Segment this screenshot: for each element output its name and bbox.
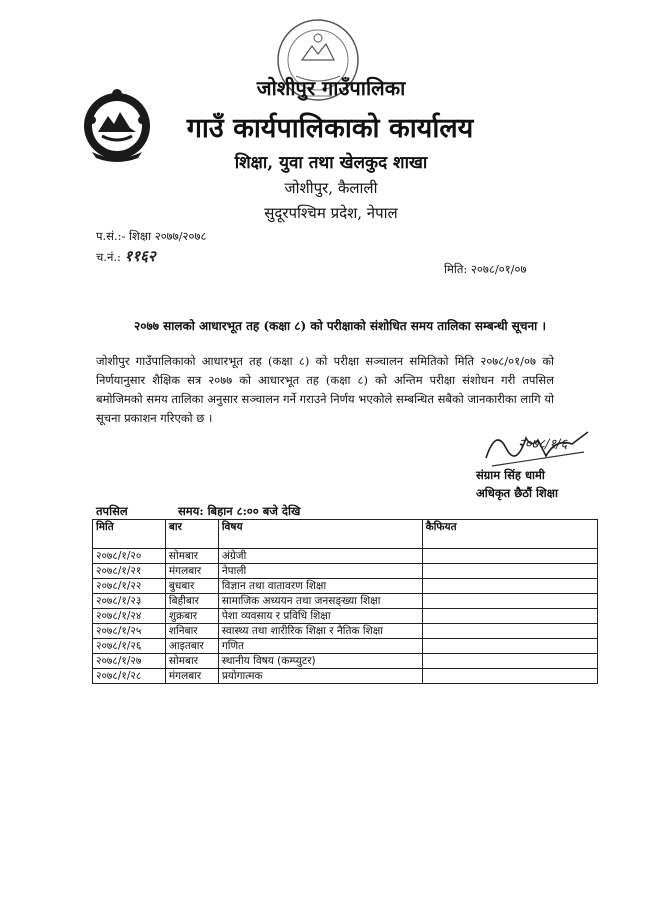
- column-header-date: मिति: [93, 520, 166, 549]
- column-header-remarks: कैफियत: [422, 520, 597, 549]
- address-line-2: सुदूरपश्चिम प्रदेश, नेपाल: [264, 204, 398, 222]
- cell-subject: नेपाली: [218, 564, 422, 579]
- cell-date: २०७८/१/२३: [93, 594, 166, 609]
- cell-remark: [422, 654, 597, 669]
- cell-day: बुधबार: [165, 579, 218, 594]
- cell-day: बिहीबार: [165, 594, 218, 609]
- address-line-1: जोशीपुर, कैलाली: [284, 179, 378, 197]
- table-row: [93, 624, 598, 639]
- cell-day: सोमबार: [165, 549, 218, 564]
- signatory-name: संग्राम सिंह धामी: [476, 468, 545, 482]
- letter-reference-number: प.सं.:- शिक्षा २०७७/२०७८: [96, 229, 207, 243]
- cell-subject: सामाजिक अध्ययन तथा जनसङ्ख्या शिक्षा: [218, 594, 422, 609]
- table-row: [93, 579, 598, 594]
- cell-remark: [422, 564, 597, 579]
- column-header-day: बार: [165, 520, 218, 549]
- cell-subject: प्रयोगात्मक: [218, 669, 422, 684]
- cell-date: २०७८/१/२७: [93, 654, 166, 669]
- cell-subject: स्वास्थ्य तथा शारीरिक शिक्षा र नैतिक शिक्षा: [218, 624, 422, 639]
- cell-date: २०७८/१/२८: [93, 669, 166, 684]
- cell-day: आइतबार: [165, 639, 218, 654]
- table-row: [93, 564, 598, 579]
- cell-day: शनिबार: [165, 624, 218, 639]
- cell-remark: [422, 609, 597, 624]
- table-row: [93, 639, 598, 654]
- cell-date: २०७८/१/२०: [93, 549, 166, 564]
- notice-subject: २०७७ सालको आधारभूत तह (कक्षा ८) को परीक्षाको संशोधित समय तालिका सम्बन्धी सूचना ।: [133, 319, 546, 333]
- cell-day: शुक्रबार: [165, 609, 218, 624]
- branch-name: शिक्षा, युवा तथा खेलकुद शाखा: [234, 153, 428, 173]
- cell-day: सोमबार: [165, 654, 218, 669]
- office-title: गाउँ कार्यपालिकाको कार्यालय: [186, 113, 474, 144]
- table-row: [93, 594, 598, 609]
- cell-date: २०७८/१/२६: [93, 639, 166, 654]
- cell-remark: [422, 624, 597, 639]
- cell-remark: [422, 579, 597, 594]
- cell-subject: स्थानीय विषय (कम्प्युटर): [218, 654, 422, 669]
- table-row: [93, 609, 598, 624]
- cell-date: २०७८/१/२२: [93, 579, 166, 594]
- letter-date: मिति: २०७८/०१/०७: [444, 262, 527, 276]
- cell-remark: [422, 549, 597, 564]
- table-row: [93, 654, 598, 669]
- cell-day: मंगलबार: [165, 669, 218, 684]
- cell-date: २०७८/१/२५: [93, 624, 166, 639]
- cell-date: २०७८/१/२१: [93, 564, 166, 579]
- dispatch-number-value: ११६२: [124, 247, 156, 265]
- cell-day: मंगलबार: [165, 564, 218, 579]
- cell-subject: विज्ञान तथा वातावरण शिक्षा: [218, 579, 422, 594]
- dispatch-number-label: च.नं.:: [96, 250, 121, 264]
- signature-date: २०७८/१/६: [518, 437, 568, 452]
- notice-body: जोशीपुर गाउँपालिकाको आधारभूत तह (कक्षा ८) को परीक्षा सञ्चालन समितिको मिति २०७८/०१/०७ को निर्णयानुसार शैक्षिक सत्र २०७७ को आधारभूत तह (कक्षा ८) को अन्तिम परीक्षा संशोधन गरी तपसिल बमोजिमको समय तालिका अनुसार सञ्चालन गर्ने गराउने निर्णय भएकोले सम्बन्धित सबैको जानकारीका लागि यो सूचना प्रकाशन गरिएको छ ।: [96, 354, 554, 425]
- cell-remark: [422, 669, 597, 684]
- cell-remark: [422, 594, 597, 609]
- palika-name: जोशीपुर गाउँपालिका: [256, 76, 406, 100]
- cell-subject: पेशा व्यवसाय र प्रविधि शिक्षा: [218, 609, 422, 624]
- cell-subject: अंग्रेजी: [218, 549, 422, 564]
- schedule-label: तपसिल: [96, 504, 128, 518]
- exam-time: समय: बिहान ८:०० बजे देखि: [178, 504, 301, 518]
- cell-remark: [422, 639, 597, 654]
- table-header-row: [93, 520, 598, 549]
- cell-date: २०७८/१/२४: [93, 609, 166, 624]
- table-row: [93, 669, 598, 684]
- exam-schedule-table: [92, 519, 598, 684]
- signatory-title: अधिकृत छैठौं शिक्षा: [476, 486, 558, 500]
- column-header-subject: विषय: [218, 520, 422, 549]
- table-row: [93, 549, 598, 564]
- dispatch-number: [96, 246, 156, 266]
- cell-subject: गणित: [218, 639, 422, 654]
